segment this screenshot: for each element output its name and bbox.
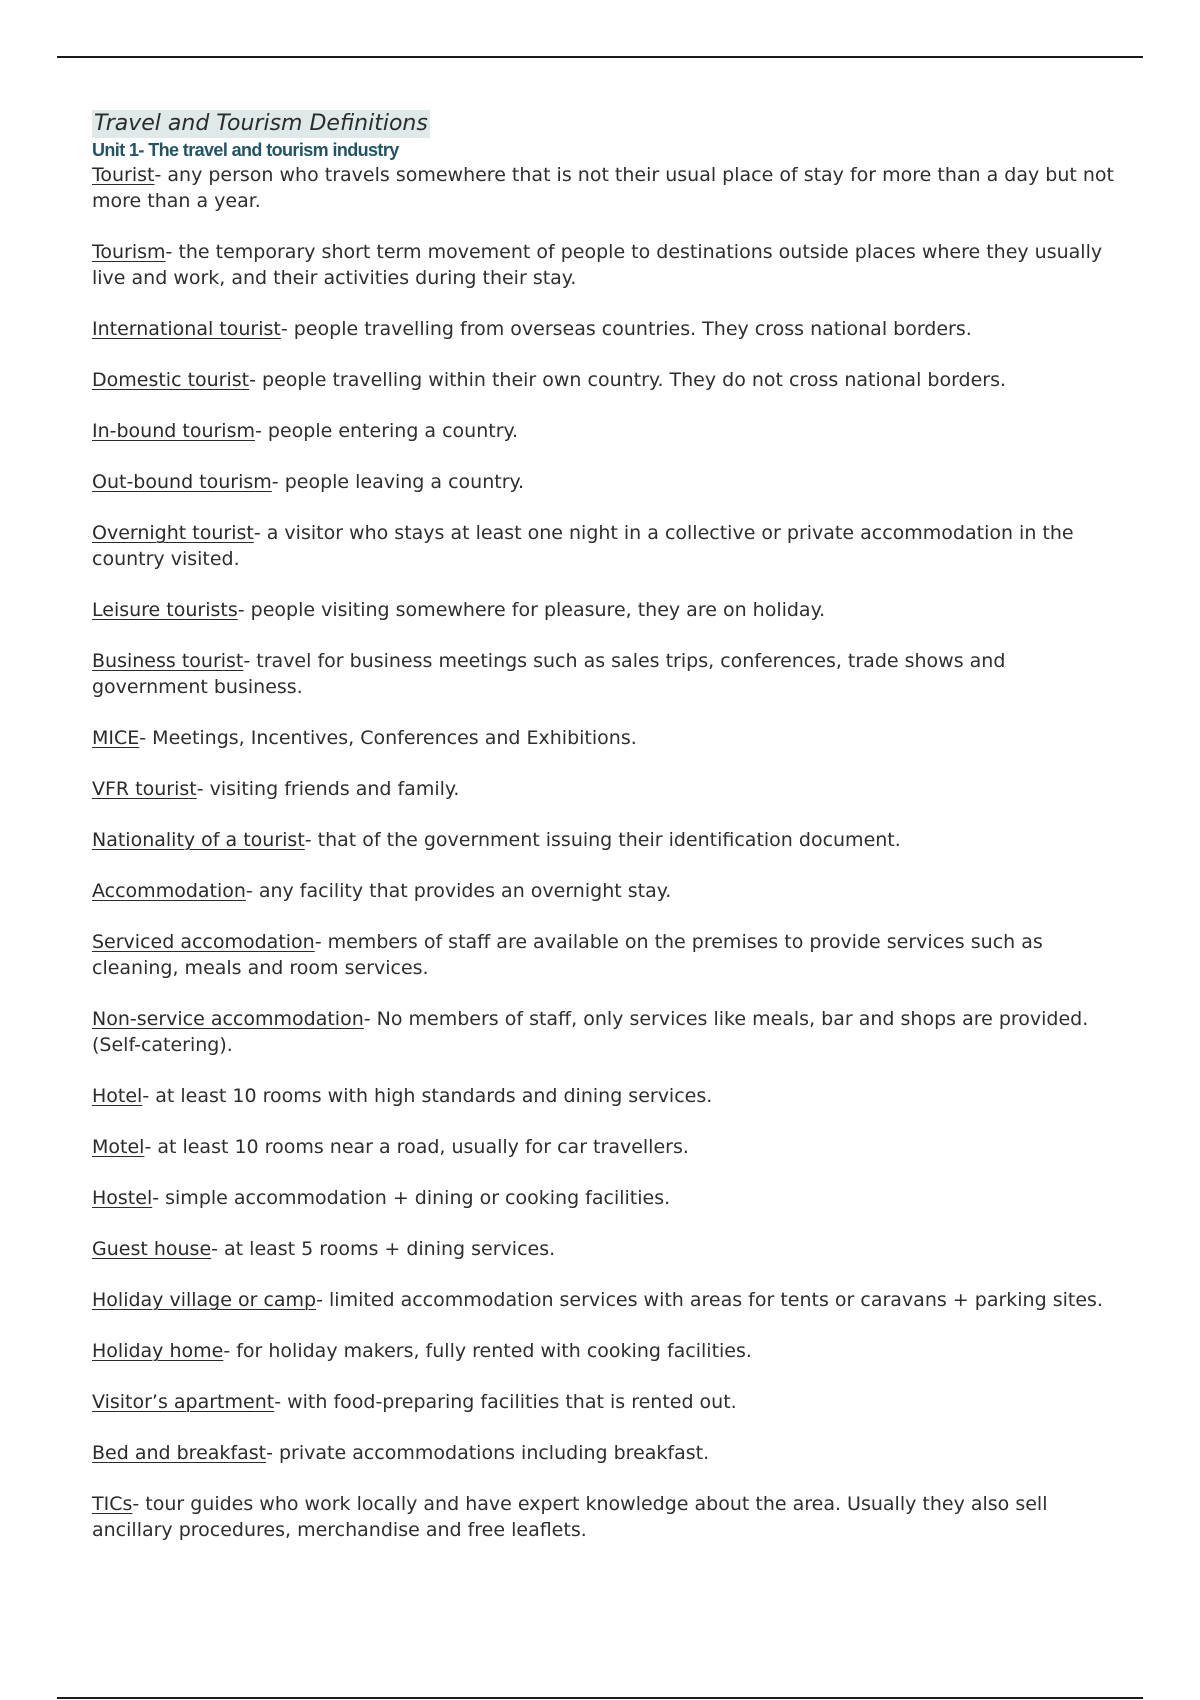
definition-term: Visitor’s apartment [92,1391,275,1413]
definition-text: - with food-preparing facilities that is rented out. [274,1391,737,1413]
definition-item [92,878,1122,904]
definition-item [92,520,1122,572]
definition-item [92,1185,1122,1211]
bottom-rule [57,1697,1143,1699]
definition-item [92,316,1122,342]
definition-term: In-bound tourism [92,420,255,442]
definition-text: - people leaving a country. [271,471,525,493]
definition-term: Non-service accommodation [92,1008,364,1030]
definitions-list [92,162,1122,1543]
definition-term: Overnight tourist [92,522,254,544]
definition-text: - simple accommodation + dining or cooking facilities. [152,1187,671,1209]
definition-item [92,827,1122,853]
definition-text: - members of staff are available on the premises to provide services such as cleaning, meals and room services. [92,931,1043,979]
definition-text: - the temporary short term movement of people to destinations outside places where they usually live and work, and their activities during their stay. [92,241,1103,289]
definition-item [92,725,1122,751]
definition-term: Hotel [92,1085,143,1107]
definition-term: MICE [92,727,140,749]
definition-term: Domestic tourist [92,369,250,391]
definition-text: - people entering a country. [254,420,519,442]
definition-text: - private accommodations including breakfast. [266,1442,710,1464]
definition-term: Serviced accomodation [92,931,315,953]
definition-item [92,1440,1122,1466]
definition-item [92,597,1122,623]
definition-text: - at least 10 rooms near a road, usually for car travellers. [144,1136,689,1158]
top-rule [57,56,1143,58]
definition-item [92,1491,1122,1543]
document-title: Travel and Tourism Definitions [94,111,428,136]
definition-item [92,239,1122,291]
definition-item [92,469,1122,495]
definition-text: - at least 10 rooms with high standards and dining services. [142,1085,713,1107]
definition-text: - people travelling within their own country. They do not cross national borders. [249,369,1007,391]
definition-item [92,648,1122,700]
definition-term: TICs [92,1493,133,1515]
definition-item [92,1287,1122,1313]
definition-text: - for holiday makers, fully rented with cooking facilities. [223,1340,752,1362]
definition-item [92,929,1122,981]
definition-text: - that of the government issuing their identification document. [304,829,901,851]
definition-term: Leisure tourists [92,599,238,621]
definition-term: Tourism [92,241,166,263]
definition-item [92,418,1122,444]
definition-item [92,1006,1122,1058]
definition-term: Guest house [92,1238,212,1260]
definition-term: Bed and breakfast [92,1442,267,1464]
definition-term: Tourist [92,164,155,186]
definition-term: Hostel [92,1187,153,1209]
definition-term: Nationality of a tourist [92,829,305,851]
definition-text: - travel for business meetings such as sales trips, conferences, trade shows and government business. [92,650,1006,698]
definition-item [92,162,1122,214]
definition-text: - people visiting somewhere for pleasure, they are on holiday. [237,599,826,621]
definition-item [92,776,1122,802]
definition-item [92,367,1122,393]
definition-term: Holiday home [92,1340,224,1362]
definition-text: - at least 5 rooms + dining services. [211,1238,556,1260]
definition-item [92,1389,1122,1415]
definition-term: Out-bound tourism [92,471,272,493]
definition-item [92,1134,1122,1160]
definition-item [92,1083,1122,1109]
definition-term: VFR tourist [92,778,197,800]
definition-text: - any person who travels somewhere that is not their usual place of stay for more than a day but not more than a year. [92,164,1114,212]
definition-term: Accommodation [92,880,246,902]
definition-text: - any facility that provides an overnight stay. [245,880,672,902]
definition-item [92,1236,1122,1262]
unit-heading: Unit 1- The travel and tourism industry [92,140,399,160]
definition-text: - Meetings, Incentives, Conferences and Exhibitions. [139,727,637,749]
document-body [92,110,1122,1568]
definition-term: Holiday village or camp [92,1289,317,1311]
definition-term: Business tourist [92,650,244,672]
definition-term: Motel [92,1136,145,1158]
definition-text: - people travelling from overseas countries. They cross national borders. [280,318,972,340]
definition-text: - a visitor who stays at least one night in a collective or private accommodation in the country visited. [92,522,1074,570]
definition-text: - visiting friends and family. [196,778,460,800]
definition-term: International tourist [92,318,281,340]
definition-text: - tour guides who work locally and have expert knowledge about the area. Usually they also sell ancillary procedures, merchandise and free leaflets. [92,1493,1048,1541]
definition-text: - No members of staff, only services like meals, bar and shops are provided. (Self-catering). [92,1008,1089,1056]
definition-item [92,1338,1122,1364]
definition-text: - limited accommodation services with areas for tents or caravans + parking sites. [316,1289,1103,1311]
